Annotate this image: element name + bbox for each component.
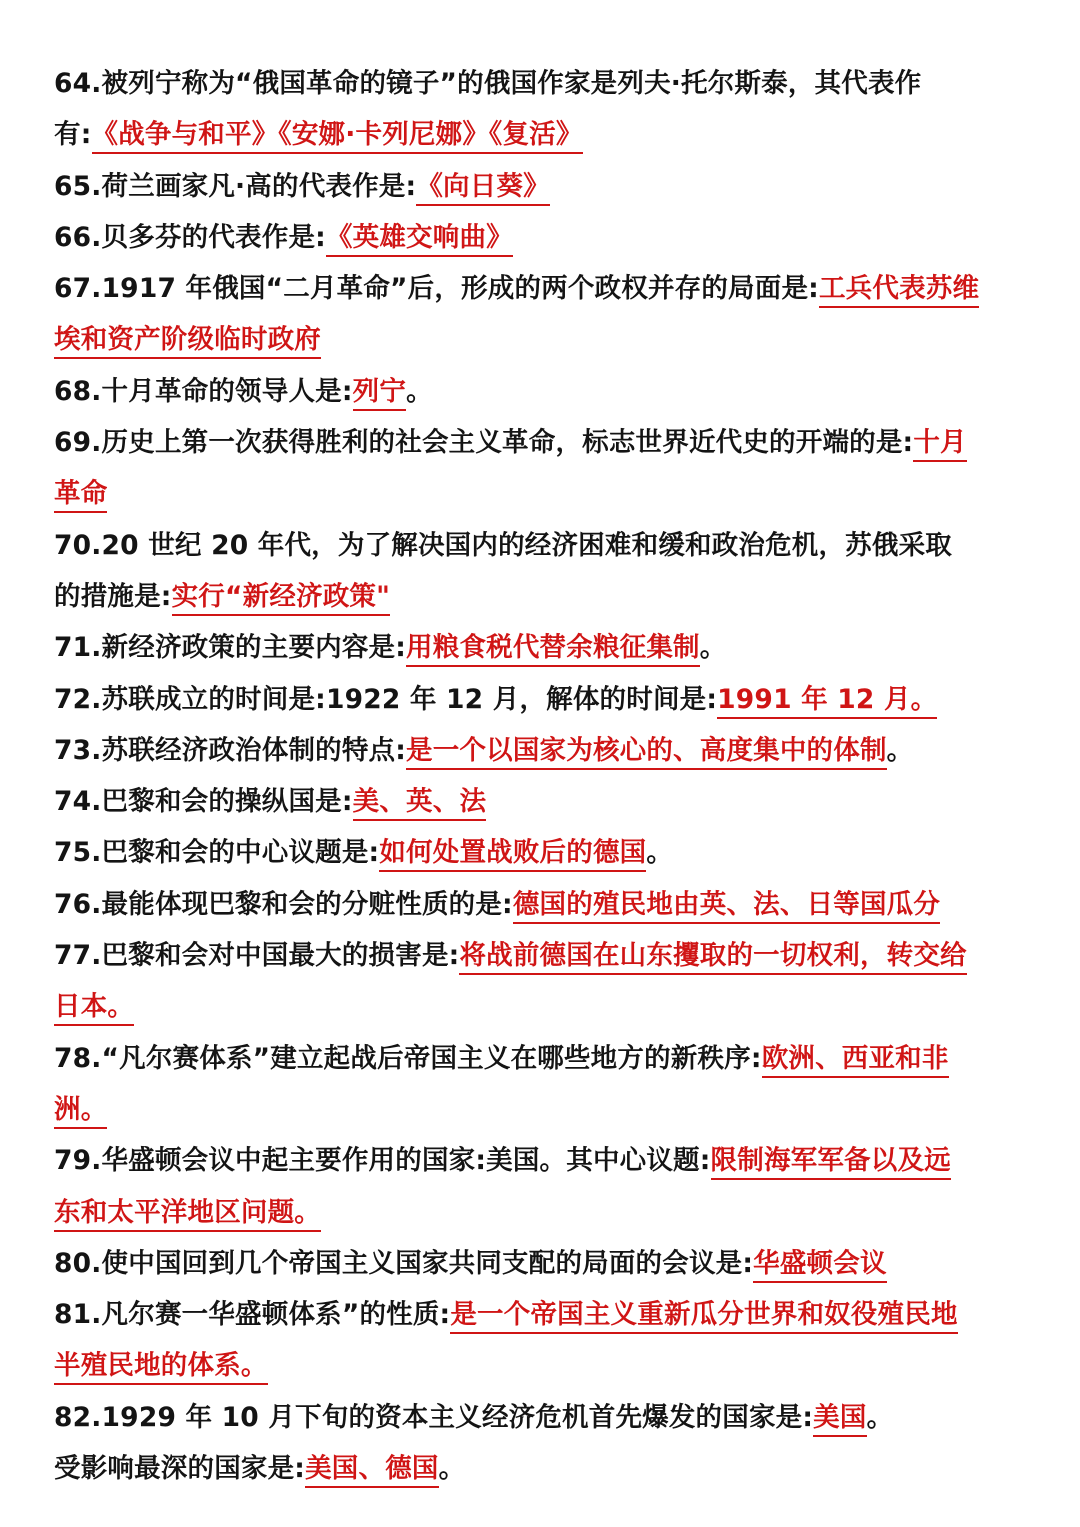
answer-text: 《向日葵》	[416, 171, 550, 206]
note-line	[54, 1392, 1026, 1443]
answer-text: 欧洲、西亚和非	[762, 1043, 949, 1078]
answer-text: 用粮食税代替余粮征集制	[406, 632, 700, 667]
question-text: 64.被列宁称为“俄国革命的镜子”的俄国作家是列夫·托尔斯泰，其代表作	[54, 68, 922, 99]
question-text: 的措施是:	[54, 580, 172, 612]
note-line	[54, 1084, 1026, 1135]
question-text: 78.“凡尔赛体系”建立起战后帝国主义在哪些地方的新秩序:	[54, 1042, 762, 1074]
answer-text: 东和太平洋地区问题。	[54, 1197, 321, 1232]
note-line	[54, 674, 1026, 725]
note-line	[54, 520, 1026, 571]
question-text: 74.巴黎和会的操纵国是:	[54, 786, 353, 818]
note-line	[54, 776, 1026, 827]
answer-text: 是一个以国家为核心的、高度集中的体制	[406, 735, 887, 770]
note-line	[54, 827, 1026, 878]
answer-text: 日本。	[54, 991, 134, 1026]
question-text: 79.华盛顿会议中起主要作用的国家:美国。其中心议题:	[54, 1145, 711, 1177]
trailing-punctuation: 。	[699, 632, 727, 664]
question-text: 69.历史上第一次获得胜利的社会主义革命，标志世界近代史的开端的是:	[54, 427, 914, 459]
answer-text: 如何处置战败后的德国	[379, 837, 646, 872]
note-line	[54, 366, 1026, 417]
question-text: 77.巴黎和会对中国最大的损害是:	[54, 940, 460, 972]
trailing-punctuation: 。	[886, 734, 914, 766]
answer-text: 实行“新经济政策"	[172, 581, 391, 616]
question-text: 73.苏联经济政治体制的特点:	[54, 734, 407, 766]
study-notes-page	[54, 58, 1026, 1494]
note-line	[54, 1289, 1026, 1340]
trailing-punctuation: 。	[866, 1401, 894, 1433]
note-line	[54, 1340, 1026, 1391]
question-text: 71.新经济政策的主要内容是:	[54, 632, 407, 664]
answer-text: 《英雄交响曲》	[326, 222, 513, 257]
question-text: 81.凡尔赛一华盛顿体系”的性质:	[54, 1299, 451, 1331]
answer-text: 工兵代表苏维	[819, 273, 979, 308]
note-line	[54, 1187, 1026, 1238]
note-line	[54, 263, 1026, 314]
question-text: 75.巴黎和会的中心议题是:	[54, 837, 380, 869]
note-line	[54, 571, 1026, 622]
note-line	[54, 1238, 1026, 1289]
answer-text: 1991 年 12 月。	[717, 684, 937, 719]
trailing-punctuation: 。	[406, 375, 433, 407]
trailing-punctuation: 。	[438, 1453, 466, 1485]
note-line	[54, 161, 1026, 212]
note-line	[54, 1033, 1026, 1084]
answer-text: 德国的殖民地由英、法、日等国瓜分	[513, 889, 940, 924]
question-text: 72.苏联成立的时间是:1922 年 12 月，解体的时间是:	[54, 683, 718, 715]
trailing-punctuation: 。	[646, 837, 674, 869]
question-text: 76.最能体现巴黎和会的分赃性质的是:	[54, 888, 513, 920]
answer-text: 半殖民地的体系。	[54, 1350, 268, 1385]
answer-text: 列宁	[353, 376, 406, 411]
answer-text: 华盛顿会议	[753, 1248, 887, 1283]
note-line	[54, 109, 1026, 160]
answer-text: 将战前德国在山东攫取的一切权利，转交给	[459, 940, 966, 975]
question-text: 65.荷兰画家凡·高的代表作是:	[54, 170, 417, 202]
answer-text: 《战争与和平》《安娜·卡列尼娜》《复活》	[92, 119, 583, 154]
note-line	[54, 417, 1026, 468]
question-text: 有:	[54, 119, 92, 151]
question-text: 受影响最深的国家是:	[54, 1453, 306, 1485]
question-text: 70.20 世纪 20 年代，为了解决国内的经济困难和缓和政治危机，苏俄采取	[54, 529, 952, 561]
note-line	[54, 58, 1026, 109]
note-line	[54, 1443, 1026, 1494]
answer-text: 美、英、法	[353, 786, 487, 821]
note-line	[54, 930, 1026, 981]
question-text: 82.1929 年 10 月下旬的资本主义经济危机首先爆发的国家是:	[54, 1401, 814, 1433]
question-text: 66.贝多芬的代表作是:	[54, 221, 326, 253]
question-text: 68.十月革命的领导人是:	[54, 375, 353, 407]
note-line	[54, 981, 1026, 1032]
note-line	[54, 725, 1026, 776]
note-line	[54, 879, 1026, 930]
question-text: 67.1917 年俄国“二月革命”后，形成的两个政权并存的局面是:	[54, 273, 819, 305]
answer-text: 洲。	[54, 1094, 107, 1129]
answer-text: 限制海军军备以及远	[711, 1145, 951, 1180]
answer-text: 革命	[54, 478, 107, 513]
note-line	[54, 1135, 1026, 1186]
answer-text: 埃和资产阶级临时政府	[54, 324, 321, 359]
note-line	[54, 314, 1026, 365]
note-line	[54, 622, 1026, 673]
answer-text: 是一个帝国主义重新瓜分世界和奴役殖民地	[450, 1299, 957, 1334]
answer-text: 十月	[913, 427, 966, 462]
answer-text: 美国、德国	[305, 1453, 439, 1488]
answer-text: 美国	[813, 1402, 866, 1437]
note-line	[54, 212, 1026, 263]
note-line	[54, 468, 1026, 519]
question-text: 80.使中国回到几个帝国主义国家共同支配的局面的会议是:	[54, 1247, 754, 1279]
